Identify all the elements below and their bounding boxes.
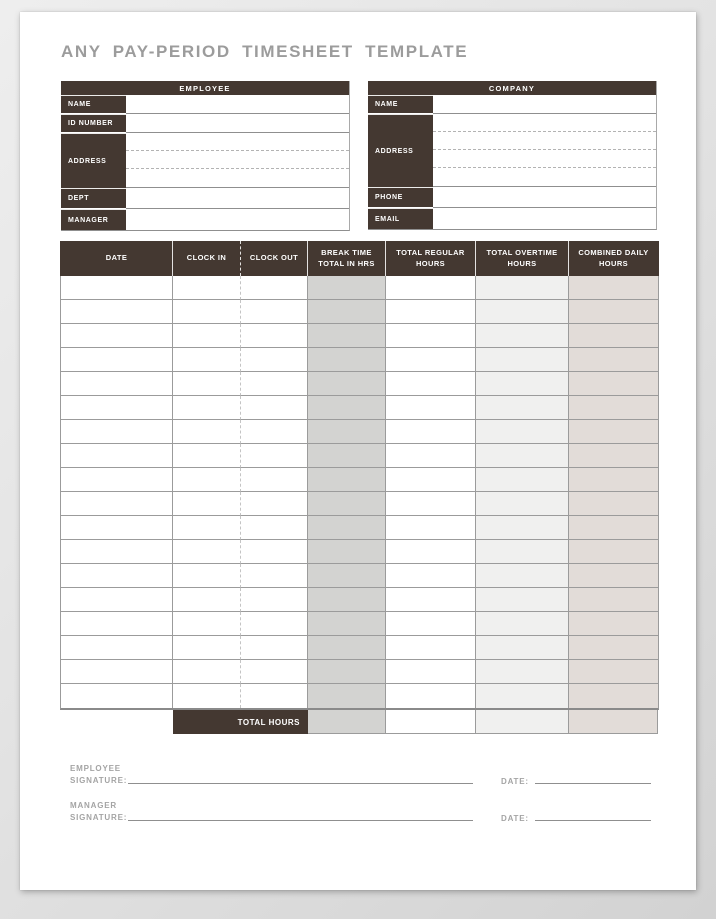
timesheet-cell-r9-c3: [241, 468, 308, 492]
timesheet-cell-r2-c2: [173, 300, 241, 324]
timesheet-cell-r13-c1: [61, 564, 173, 588]
manager-signature-line: [128, 820, 473, 821]
timesheet-cell-r16-c1: [61, 636, 173, 660]
timesheet-cell-r15-c6: [476, 612, 569, 636]
employee-manager-label: MANAGER: [61, 209, 126, 230]
timesheet-cell-r3-c7: [569, 324, 658, 348]
timesheet-cell-r11-c2: [173, 516, 241, 540]
employee-name-field: [126, 95, 349, 114]
timesheet-cell-r11-c5: [386, 516, 476, 540]
total-hours-label: TOTAL HOURS: [173, 710, 308, 734]
employee-dept-field: [126, 188, 349, 209]
timesheet-cell-r16-c6: [476, 636, 569, 660]
timesheet-cell-r3-c3: [241, 324, 308, 348]
timesheet-cell-r18-c1: [61, 684, 173, 708]
timesheet-cell-r17-c6: [476, 660, 569, 684]
timesheet-cell-r13-c6: [476, 564, 569, 588]
document-page: [20, 12, 696, 890]
timesheet-cell-r8-c3: [241, 444, 308, 468]
manager-date-line: [535, 820, 651, 821]
timesheet-cell-r14-c5: [386, 588, 476, 612]
timesheet-cell-r2-c5: [386, 300, 476, 324]
timesheet-cell-r14-c1: [61, 588, 173, 612]
timesheet-cell-r12-c5: [386, 540, 476, 564]
timesheet-cell-r5-c1: [61, 372, 173, 396]
timesheet-cell-r17-c2: [173, 660, 241, 684]
timesheet-cell-r7-c5: [386, 420, 476, 444]
timesheet-cell-r17-c3: [241, 660, 308, 684]
timesheet-cell-r13-c5: [386, 564, 476, 588]
timesheet-cell-r16-c3: [241, 636, 308, 660]
company-address-line-1: [433, 114, 656, 132]
timesheet-cell-r5-c5: [386, 372, 476, 396]
total-regular-hours-cell: [386, 710, 476, 734]
company-address-label: ADDRESS: [368, 114, 433, 187]
column-header-overtime-hours: TOTAL OVERTIME HOURS: [476, 241, 569, 276]
timesheet-cell-r4-c5: [386, 348, 476, 372]
timesheet-cell-r9-c2: [173, 468, 241, 492]
employee-info-box: [61, 81, 350, 231]
timesheet-cell-r10-c3: [241, 492, 308, 516]
total-break-time-cell: [308, 710, 386, 734]
timesheet-cell-r5-c7: [569, 372, 658, 396]
timesheet-cell-r9-c1: [61, 468, 173, 492]
timesheet-cell-r9-c7: [569, 468, 658, 492]
timesheet-cell-r9-c6: [476, 468, 569, 492]
timesheet-cell-r15-c4: [308, 612, 386, 636]
timesheet-cell-r16-c4: [308, 636, 386, 660]
timesheet-cell-r11-c4: [308, 516, 386, 540]
timesheet-cell-r7-c2: [173, 420, 241, 444]
timesheet-cell-r11-c3: [241, 516, 308, 540]
company-info-box: [368, 81, 657, 230]
timesheet-cell-r11-c6: [476, 516, 569, 540]
employee-id-number-field: [126, 114, 349, 133]
timesheet-cell-r17-c7: [569, 660, 658, 684]
column-header-date: DATE: [61, 241, 173, 276]
timesheet-cell-r2-c7: [569, 300, 658, 324]
timesheet-cell-r9-c5: [386, 468, 476, 492]
timesheet-cell-r10-c4: [308, 492, 386, 516]
timesheet-cell-r15-c2: [173, 612, 241, 636]
company-email-field: [433, 208, 656, 229]
timesheet-cell-r1-c5: [386, 276, 476, 300]
timesheet-cell-r12-c3: [241, 540, 308, 564]
timesheet-cell-r16-c2: [173, 636, 241, 660]
timesheet-cell-r3-c4: [308, 324, 386, 348]
timesheet-cell-r2-c6: [476, 300, 569, 324]
timesheet-cell-r14-c7: [569, 588, 658, 612]
column-header-regular-hours: TOTAL REGULAR HOURS: [386, 241, 476, 276]
timesheet-cell-r7-c3: [241, 420, 308, 444]
timesheet-cell-r6-c4: [308, 396, 386, 420]
company-address-line-4: [433, 168, 656, 186]
company-phone-field: [433, 187, 656, 208]
timesheet-cell-r1-c1: [61, 276, 173, 300]
timesheet-table: [60, 241, 659, 734]
timesheet-cell-r12-c1: [61, 540, 173, 564]
total-hours-row: [60, 710, 659, 734]
timesheet-cell-r3-c2: [173, 324, 241, 348]
timesheet-cell-r10-c5: [386, 492, 476, 516]
timesheet-cell-r15-c5: [386, 612, 476, 636]
timesheet-cell-r2-c1: [61, 300, 173, 324]
timesheet-cell-r7-c1: [61, 420, 173, 444]
employee-manager-field: [126, 209, 349, 230]
company-address-line-3: [433, 150, 656, 168]
timesheet-cell-r1-c2: [173, 276, 241, 300]
manager-signature-row: [70, 798, 651, 824]
company-phone-label: PHONE: [368, 187, 433, 207]
employee-address-field: [126, 133, 349, 188]
timesheet-cell-r4-c2: [173, 348, 241, 372]
timesheet-cell-r1-c4: [308, 276, 386, 300]
total-row-spacer: [60, 710, 173, 734]
timesheet-cell-r8-c7: [569, 444, 658, 468]
timesheet-cell-r18-c6: [476, 684, 569, 708]
employee-address-label: ADDRESS: [61, 133, 126, 188]
employee-box-header: EMPLOYEE: [61, 81, 349, 95]
timesheet-cell-r5-c2: [173, 372, 241, 396]
timesheet-cell-r10-c2: [173, 492, 241, 516]
timesheet-cell-r5-c4: [308, 372, 386, 396]
timesheet-cell-r12-c7: [569, 540, 658, 564]
timesheet-cell-r3-c5: [386, 324, 476, 348]
employee-address-line-3: [126, 169, 349, 187]
timesheet-cell-r3-c6: [476, 324, 569, 348]
timesheet-cell-r8-c1: [61, 444, 173, 468]
timesheet-cell-r15-c1: [61, 612, 173, 636]
timesheet-cell-r11-c7: [569, 516, 658, 540]
employee-date-label: DATE:: [501, 777, 529, 786]
timesheet-cell-r8-c2: [173, 444, 241, 468]
timesheet-cell-r17-c1: [61, 660, 173, 684]
timesheet-cell-r8-c6: [476, 444, 569, 468]
company-address-line-2: [433, 132, 656, 150]
timesheet-cell-r18-c4: [308, 684, 386, 708]
timesheet-cell-r14-c6: [476, 588, 569, 612]
timesheet-cell-r16-c7: [569, 636, 658, 660]
employee-signature-label: EMPLOYEE SIGNATURE:: [70, 764, 128, 785]
page-title: ANY PAY-PERIOD TIMESHEET TEMPLATE: [61, 42, 469, 61]
timesheet-cell-r4-c3: [241, 348, 308, 372]
timesheet-cell-r15-c7: [569, 612, 658, 636]
timesheet-cell-r11-c1: [61, 516, 173, 540]
timesheet-cell-r8-c5: [386, 444, 476, 468]
timesheet-cell-r15-c3: [241, 612, 308, 636]
timesheet-cell-r14-c4: [308, 588, 386, 612]
timesheet-cell-r6-c6: [476, 396, 569, 420]
company-email-label: EMAIL: [368, 208, 433, 229]
timesheet-cell-r6-c2: [173, 396, 241, 420]
timesheet-cell-r17-c4: [308, 660, 386, 684]
timesheet-cell-r8-c4: [308, 444, 386, 468]
timesheet-cell-r13-c7: [569, 564, 658, 588]
timesheet-cell-r5-c3: [241, 372, 308, 396]
timesheet-cell-r2-c3: [241, 300, 308, 324]
timesheet-cell-r9-c4: [308, 468, 386, 492]
timesheet-cell-r6-c5: [386, 396, 476, 420]
timesheet-cell-r14-c3: [241, 588, 308, 612]
timesheet-cell-r1-c6: [476, 276, 569, 300]
timesheet-cell-r13-c3: [241, 564, 308, 588]
timesheet-cell-r1-c7: [569, 276, 658, 300]
timesheet-cell-r10-c1: [61, 492, 173, 516]
timesheet-cell-r7-c4: [308, 420, 386, 444]
timesheet-body: [60, 276, 659, 710]
employee-id-number-label: ID NUMBER: [61, 114, 126, 132]
timesheet-cell-r18-c7: [569, 684, 658, 708]
timesheet-cell-r14-c2: [173, 588, 241, 612]
timesheet-cell-r7-c6: [476, 420, 569, 444]
company-box-header: COMPANY: [368, 81, 656, 95]
timesheet-cell-r13-c4: [308, 564, 386, 588]
column-header-clock-out: CLOCK OUT: [241, 241, 308, 276]
manager-signature-label: MANAGER SIGNATURE:: [70, 801, 128, 822]
timesheet-cell-r10-c6: [476, 492, 569, 516]
timesheet-cell-r4-c4: [308, 348, 386, 372]
timesheet-cell-r18-c3: [241, 684, 308, 708]
timesheet-cell-r1-c3: [241, 276, 308, 300]
employee-dept-label: DEPT: [61, 188, 126, 208]
timesheet-cell-r4-c6: [476, 348, 569, 372]
timesheet-cell-r6-c3: [241, 396, 308, 420]
employee-signature-row: [70, 761, 651, 787]
timesheet-cell-r12-c6: [476, 540, 569, 564]
column-header-break-time: BREAK TIME TOTAL IN HRS: [308, 241, 386, 276]
total-overtime-hours-cell: [476, 710, 569, 734]
timesheet-cell-r4-c1: [61, 348, 173, 372]
timesheet-cell-r12-c4: [308, 540, 386, 564]
employee-signature-line: [128, 783, 473, 784]
manager-date-label: DATE:: [501, 814, 529, 823]
timesheet-cell-r4-c7: [569, 348, 658, 372]
employee-address-line-1: [126, 133, 349, 151]
timesheet-cell-r5-c6: [476, 372, 569, 396]
timesheet-header-row: [60, 241, 659, 276]
column-header-clock-in: CLOCK IN: [173, 241, 241, 276]
timesheet-cell-r13-c2: [173, 564, 241, 588]
column-header-combined-hours: COMBINED DAILY HOURS: [578, 247, 649, 268]
company-name-label: NAME: [368, 95, 433, 113]
timesheet-cell-r10-c7: [569, 492, 658, 516]
employee-name-label: NAME: [61, 95, 126, 113]
timesheet-cell-r18-c5: [386, 684, 476, 708]
timesheet-cell-r3-c1: [61, 324, 173, 348]
timesheet-cell-r18-c2: [173, 684, 241, 708]
total-combined-hours-cell: [569, 710, 658, 734]
timesheet-cell-r2-c4: [308, 300, 386, 324]
company-address-field: [433, 114, 656, 187]
timesheet-cell-r6-c7: [569, 396, 658, 420]
timesheet-cell-r12-c2: [173, 540, 241, 564]
timesheet-cell-r17-c5: [386, 660, 476, 684]
timesheet-cell-r6-c1: [61, 396, 173, 420]
employee-date-line: [535, 783, 651, 784]
employee-address-line-2: [126, 151, 349, 169]
company-name-field: [433, 95, 656, 114]
timesheet-cell-r16-c5: [386, 636, 476, 660]
timesheet-cell-r7-c7: [569, 420, 658, 444]
